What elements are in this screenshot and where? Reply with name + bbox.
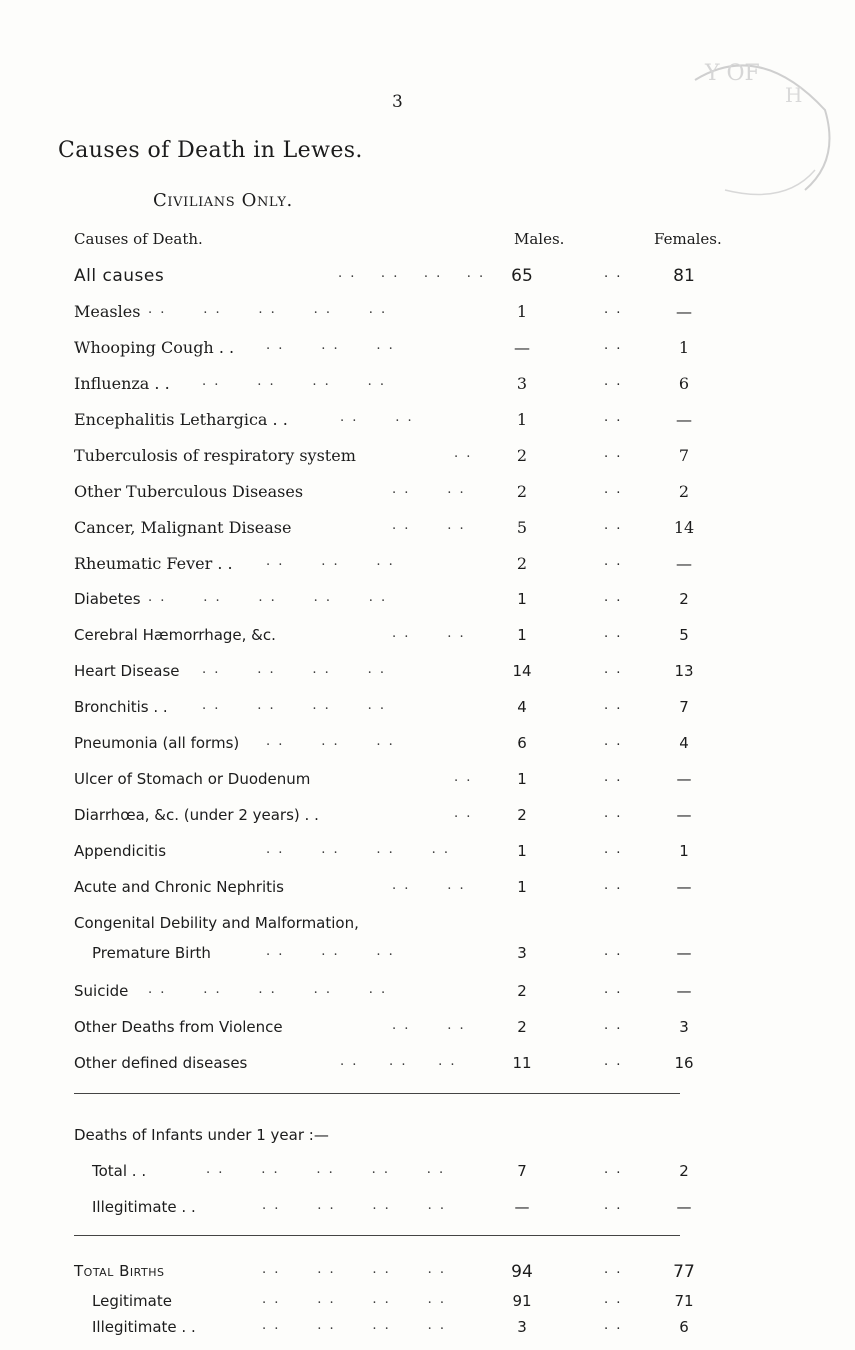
males-value: — — [514, 1198, 530, 1216]
infants-heading: Deaths of Infants under 1 year :— — [74, 1126, 329, 1144]
cause-label: Encephalitis Lethargica . . — [74, 410, 288, 429]
cause-label: Diabetes — [74, 590, 141, 608]
males-value: 2 — [516, 446, 528, 465]
cause-label: Rheumatic Fever . . — [74, 554, 233, 573]
males-value: 1 — [517, 842, 527, 860]
divider — [74, 1235, 680, 1236]
table-row: Rheumatic Fever . . . . . . . . 2 . . — — [0, 554, 800, 586]
cause-label: Bronchitis . . — [74, 698, 168, 716]
cause-label: Tuberculosis of respiratory system — [74, 446, 356, 465]
males-value: 3 — [517, 944, 527, 962]
table-row: Encephalitis Lethargica . . . . . . 1 . . — — [0, 410, 800, 442]
males-value: 6 — [517, 734, 527, 752]
table-row: Ulcer of Stomach or Duodenum . . 1 . . — — [0, 770, 800, 802]
females-value: — — [676, 878, 692, 896]
females-value: — — [676, 1198, 692, 1216]
males-value: 1 — [517, 878, 527, 896]
males-value: 1 — [517, 590, 527, 608]
males-value: 3 — [517, 1318, 527, 1336]
males-value: 91 — [512, 1292, 532, 1310]
males-value: 14 — [512, 662, 532, 680]
svg-text:H: H — [785, 83, 803, 107]
females-value: — — [676, 770, 692, 788]
females-value: — — [676, 302, 692, 321]
library-stamp — [665, 50, 855, 200]
table-row: Other Tuberculous Diseases . . . . 2 . . 2 — [0, 482, 800, 514]
females-value: 4 — [679, 734, 689, 752]
table-row: All causes . . . . . . . . 65 . . 81 — [0, 266, 800, 298]
cause-label: Cancer, Malignant Disease — [74, 518, 292, 537]
females-value: 6 — [679, 1318, 689, 1336]
table-row: Pneumonia (all forms) . . . . . . 6 . . 4 — [0, 734, 800, 766]
males-value: 1 — [517, 626, 527, 644]
females-value: 14 — [673, 518, 695, 537]
table-row: Diarrhœa, &c. (under 2 years) . . . . 2 . . — — [0, 806, 800, 838]
infants-label: Total . . — [92, 1162, 147, 1180]
females-value: — — [676, 410, 692, 429]
females-value: 81 — [673, 266, 695, 286]
females-value: — — [676, 806, 692, 824]
males-value: 4 — [517, 698, 527, 716]
females-value: 3 — [679, 1018, 689, 1036]
table-row: Diabetes . . . . . . . . . . 1 . . 2 — [0, 590, 800, 622]
cause-label: Influenza . . — [74, 374, 170, 393]
table-row: Cancer, Malignant Disease . . . . 5 . . 14 — [0, 518, 800, 550]
cause-label-continued: Premature Birth — [92, 944, 211, 962]
cause-label: Cerebral Hæmorrhage, &c. — [74, 626, 276, 644]
infants-label: Illegitimate . . — [92, 1198, 196, 1216]
table-row: Measles . . . . . . . . . . 1 . . — — [0, 302, 800, 334]
table-row: Illegitimate . . . . . . . . . . 3 . . 6 — [0, 1318, 800, 1350]
females-value: — — [676, 982, 692, 1000]
subtitle: Civilians Only. — [153, 190, 293, 211]
females-value: 13 — [674, 662, 694, 680]
cause-label: Heart Disease — [74, 662, 180, 680]
females-value: 7 — [678, 446, 690, 465]
males-value: 2 — [517, 982, 527, 1000]
cause-label: Measles — [74, 302, 141, 321]
males-value: 2 — [516, 554, 528, 573]
cause-label: Diarrhœa, &c. (under 2 years) . . — [74, 806, 319, 824]
males-value: 2 — [516, 482, 528, 501]
table-row: Whooping Cough . . . . . . . . — . . 1 — [0, 338, 800, 370]
males-value: 1 — [516, 302, 528, 321]
males-value: 1 — [517, 770, 527, 788]
table-row: Suicide . . . . . . . . . . 2 . . — — [0, 982, 800, 1014]
page-number: 3 — [392, 92, 403, 112]
table-row: Total Births . . . . . . . . 94 . . 77 — [0, 1262, 800, 1294]
table-row: Heart Disease . . . . . . . . 14 . . 13 — [0, 662, 800, 694]
males-value: 1 — [516, 410, 528, 429]
cause-label: Acute and Chronic Nephritis — [74, 878, 284, 896]
cause-label: Other Tuberculous Diseases — [74, 482, 304, 501]
table-row: Other Deaths from Violence . . . . 2 . . 3 — [0, 1018, 800, 1050]
page-title: Causes of Death in Lewes. — [58, 138, 363, 163]
births-label: Legitimate — [92, 1292, 172, 1310]
cause-label: All causes — [74, 266, 165, 286]
males-value: 11 — [512, 1054, 532, 1072]
females-value: 1 — [679, 842, 689, 860]
females-value: 16 — [674, 1054, 694, 1072]
table-row: Illegitimate . . . . . . . . . . — . . — — [0, 1198, 800, 1230]
table-row: Tuberculosis of respiratory system . . 2 . . 7 — [0, 446, 800, 478]
table-row: Appendicitis . . . . . . . . 1 . . 1 — [0, 842, 800, 874]
table-row: Cerebral Hæmorrhage, &c. . . . . 1 . . 5 — [0, 626, 800, 658]
females-value: — — [676, 944, 692, 962]
males-value: 94 — [511, 1262, 533, 1282]
females-value: — — [676, 554, 692, 573]
females-value: 1 — [678, 338, 690, 357]
header-causes: Causes of Death. — [74, 230, 203, 248]
table-row: Acute and Chronic Nephritis . . . . 1 . . — — [0, 878, 800, 910]
females-value: 2 — [679, 590, 689, 608]
males-value: 7 — [517, 1162, 527, 1180]
females-value: 71 — [674, 1292, 694, 1310]
infants-heading-row — [0, 1126, 800, 1158]
males-value: 5 — [516, 518, 528, 537]
males-value: 2 — [517, 1018, 527, 1036]
cause-label: Whooping Cough . . — [74, 338, 235, 357]
table-row: Influenza . . . . . . . . . . 3 . . 6 — [0, 374, 800, 406]
cause-label: Suicide — [74, 982, 129, 1000]
males-value: 2 — [517, 806, 527, 824]
table-row: Legitimate . . . . . . . . 91 . . 71 — [0, 1292, 800, 1324]
cause-label: Congenital Debility and Malformation, — [74, 914, 359, 932]
females-value: 77 — [673, 1262, 695, 1282]
header-males: Males. — [514, 230, 565, 248]
table-row: Congenital Debility and Malformation, Premature Birth . . . . . . 3 . . — — [0, 914, 800, 974]
females-value: 6 — [678, 374, 690, 393]
males-value: 3 — [516, 374, 528, 393]
females-value: 7 — [679, 698, 689, 716]
cause-label: Ulcer of Stomach or Duodenum — [74, 770, 311, 788]
svg-text:Y OF: Y OF — [705, 61, 760, 86]
males-value: 65 — [511, 266, 533, 286]
total-births-label: Total Births — [74, 1262, 165, 1280]
cause-label: Other defined diseases — [74, 1054, 248, 1072]
cause-label: Pneumonia (all forms) — [74, 734, 240, 752]
females-value: 2 — [679, 1162, 689, 1180]
table-row: Other defined diseases . . . . . . 11 . . 16 — [0, 1054, 800, 1086]
cause-label: Appendicitis — [74, 842, 167, 860]
females-value: 5 — [679, 626, 689, 644]
table-row: Bronchitis . . . . . . . . . . 4 . . 7 — [0, 698, 800, 730]
header-females: Females. — [654, 230, 722, 248]
births-label: Illegitimate . . — [92, 1318, 196, 1336]
table-row: Total . . . . . . . . . . . . 7 . . 2 — [0, 1162, 800, 1194]
females-value: 2 — [678, 482, 690, 501]
divider — [74, 1093, 680, 1094]
cause-label: Other Deaths from Violence — [74, 1018, 283, 1036]
males-value: — — [514, 338, 530, 357]
